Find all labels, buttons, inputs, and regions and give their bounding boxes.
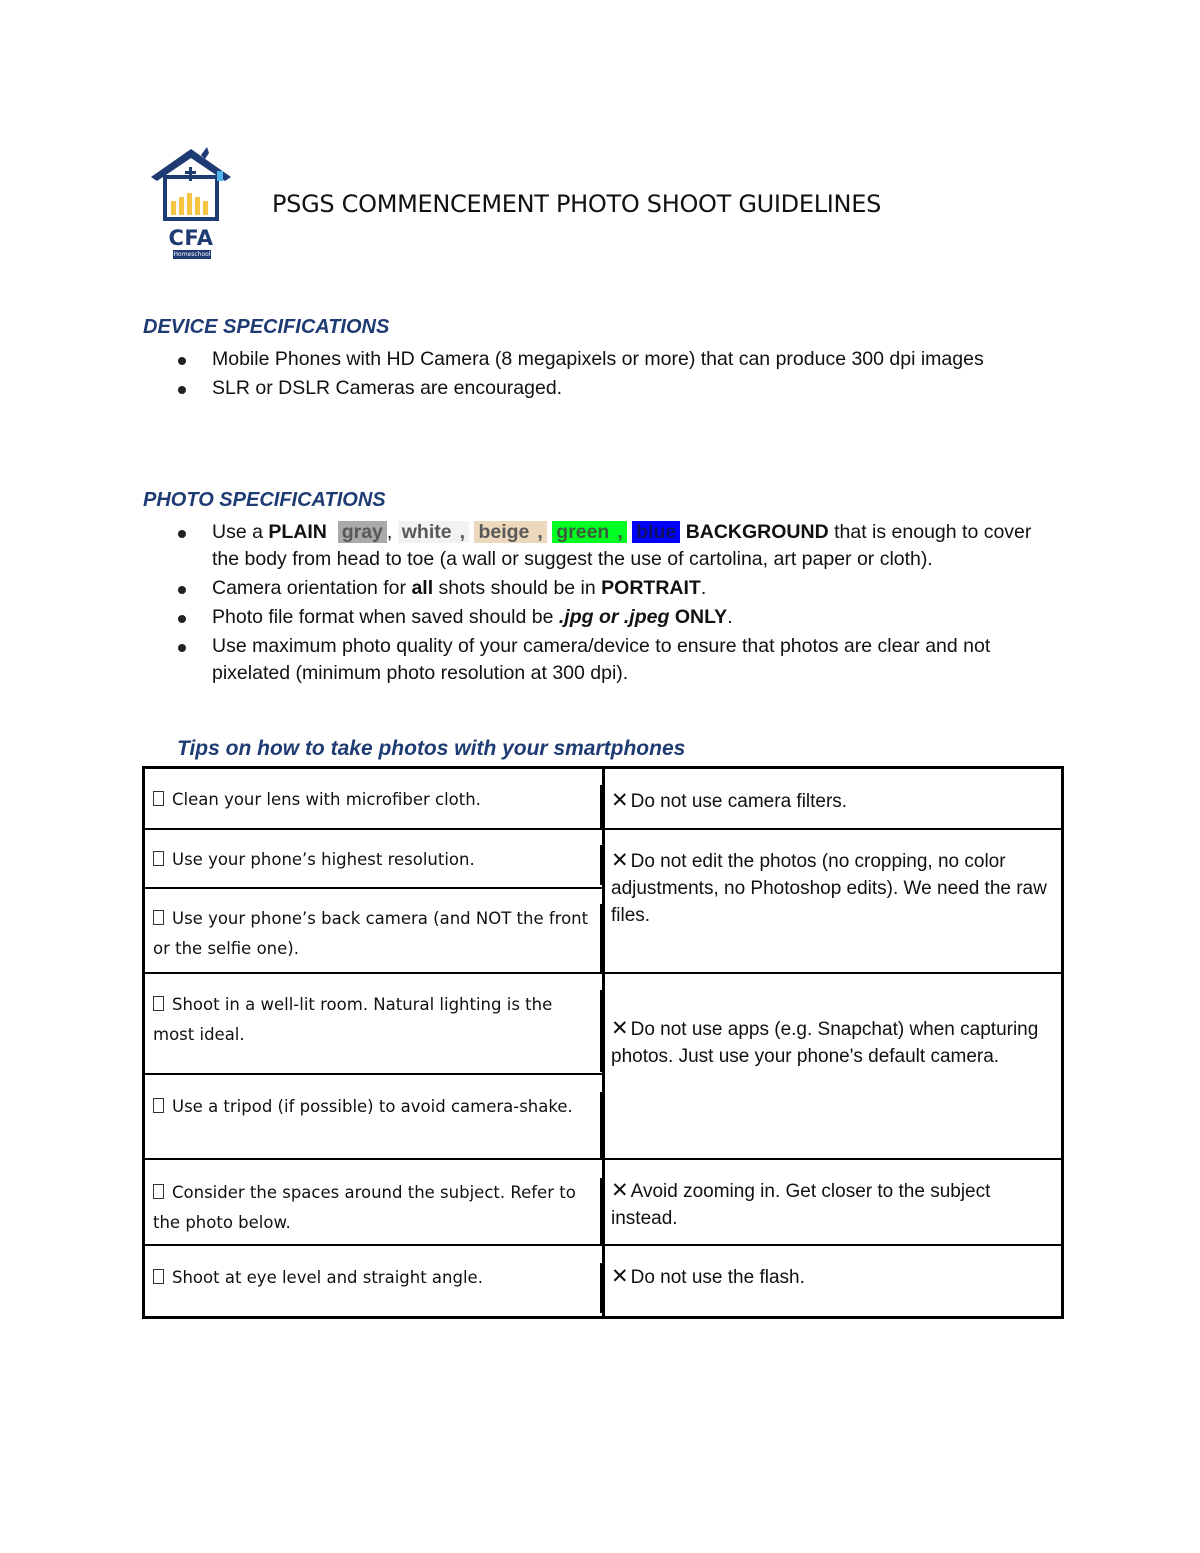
photo-specs-heading: PHOTO SPECIFICATIONS <box>143 489 386 511</box>
cross-icon: ✕ <box>611 1016 629 1040</box>
highlight-blue: blue <box>632 521 680 543</box>
row-divider <box>145 887 603 889</box>
row-divider <box>145 828 1061 830</box>
cross-icon: ✕ <box>611 788 629 812</box>
list-item: Mobile Phones with HD Camera (8 megapixels or more) that can produce 300 dpi images <box>172 346 1052 373</box>
cross-icon: ✕ <box>611 848 629 872</box>
checkbox-icon <box>153 851 164 866</box>
highlight-white: white <box>398 521 456 543</box>
photo-specs-list <box>172 519 1052 689</box>
checkbox-icon <box>153 791 164 806</box>
cross-icon: ✕ <box>611 1178 629 1202</box>
tip-do-cell: Shoot in a well-lit room. Natural lighting is the most ideal. <box>145 990 603 1072</box>
tip-dont-cell: ✕ Do not use apps (e.g. Snapchat) when capturing photos. Just use your phone's default camera. <box>611 1016 1039 1067</box>
row-divider <box>145 972 1061 974</box>
checkbox-icon <box>153 1098 164 1113</box>
row-divider <box>145 1158 1061 1160</box>
bullet-icon <box>178 586 186 594</box>
checkbox-icon <box>153 996 164 1011</box>
bullet-icon <box>178 615 186 623</box>
tips-heading: Tips on how to take photos with your smartphones <box>177 737 686 760</box>
tip-do-cell: Shoot at eye level and straight angle. <box>145 1263 603 1313</box>
tip-do-cell: Use a tripod (if possible) to avoid camera-shake. <box>145 1092 603 1158</box>
list-item: Use a PLAIN gray , white , beige , green , blue BACKGROUND that is enough to cover the body from head to toe (a wall or suggest the use of cartolina, art paper or cloth). <box>172 519 1052 573</box>
cross-icon: ✕ <box>611 1264 629 1288</box>
tips-table <box>142 766 1064 1319</box>
list-item: SLR or DSLR Cameras are encouraged. <box>172 375 1052 402</box>
tip-do-cell: Clean your lens with microfiber cloth. <box>145 785 603 830</box>
bullet-icon <box>178 386 186 394</box>
highlight-beige: beige <box>474 521 533 543</box>
list-item: Use maximum photo quality of your camera/device to ensure that photos are clear and not pixelated (minimum photo resolution at 300 dpi). <box>172 633 1052 687</box>
logo-subtext: Homeschool <box>173 251 211 258</box>
tip-dont-cell: ✕ Do not use camera filters. <box>611 788 848 812</box>
device-specs-list <box>172 346 1052 404</box>
cfa-logo <box>143 141 239 263</box>
highlight-gray: gray <box>338 521 387 543</box>
row-divider <box>145 1244 1061 1246</box>
bullet-icon <box>178 530 186 538</box>
tip-do-cell: Use your phone’s highest resolution. <box>145 845 603 885</box>
tip-do-cell: Use your phone’s back camera (and NOT the front or the selfie one). <box>145 904 603 972</box>
bullet-icon <box>178 644 186 652</box>
checkbox-icon <box>153 1184 164 1199</box>
device-specs-heading: DEVICE SPECIFICATIONS <box>143 316 390 338</box>
tip-dont-cell: ✕ Do not use the flash. <box>611 1264 805 1288</box>
list-item: Camera orientation for all shots should be in PORTRAIT. <box>172 575 1052 602</box>
tip-dont-cell: ✕ Do not edit the photos (no cropping, no color adjustments, no Photoshop edits). We need the raw files. <box>611 848 1047 926</box>
list-item: Photo file format when saved should be .jpg or .jpeg ONLY. <box>172 604 1052 631</box>
tip-dont-cell: ✕ Avoid zooming in. Get closer to the subject instead. <box>611 1178 991 1229</box>
highlight-green: green <box>552 521 613 543</box>
row-divider <box>145 1073 603 1075</box>
tip-do-cell: Consider the spaces around the subject. Refer to the photo below. <box>145 1178 603 1244</box>
house-logo-icon <box>143 141 239 231</box>
bullet-icon <box>178 357 186 365</box>
checkbox-icon <box>153 1269 164 1284</box>
logo-text: CFA <box>168 226 214 250</box>
checkbox-icon <box>153 910 164 925</box>
page-title: PSGS COMMENCEMENT PHOTO SHOOT GUIDELINES <box>272 190 882 218</box>
